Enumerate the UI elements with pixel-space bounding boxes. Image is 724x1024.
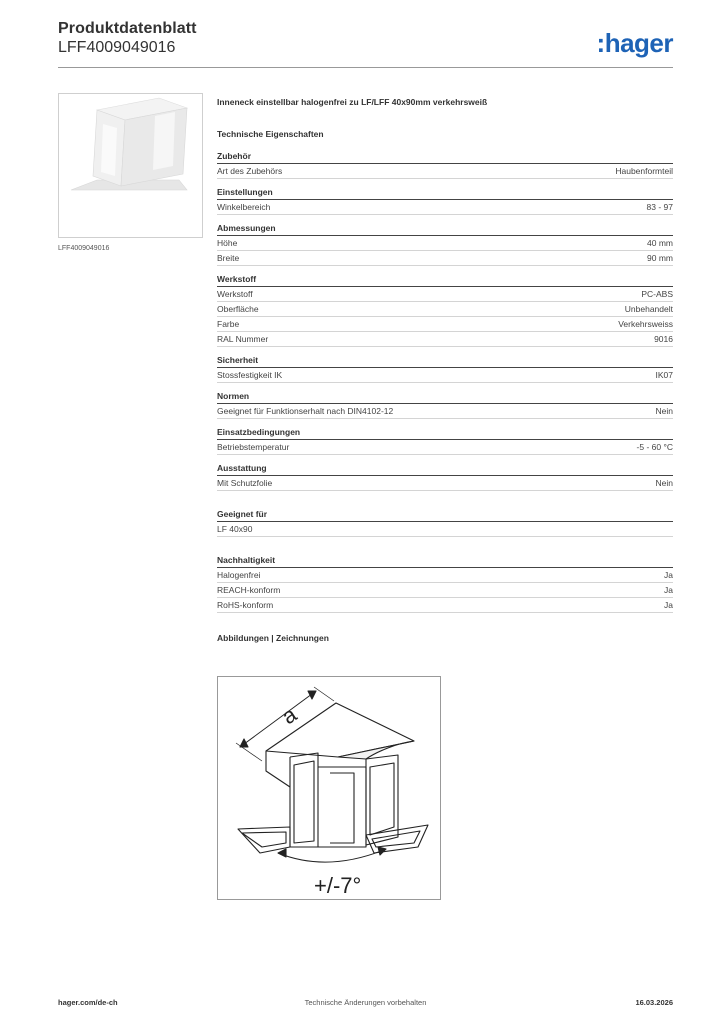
table-row — [217, 164, 673, 179]
page-header — [58, 20, 673, 57]
row-label: Breite — [217, 253, 240, 263]
section-title: Abmessungen — [217, 223, 673, 236]
row-label: Art des Zubehörs — [217, 166, 283, 176]
main-content — [217, 97, 673, 643]
table-row — [217, 568, 673, 583]
section-nachhaltigkeit — [217, 555, 673, 613]
row-value: IK07 — [655, 370, 673, 380]
row-value: 90 mm — [647, 253, 673, 263]
row-label: RoHS-konform — [217, 600, 274, 610]
row-value: Ja — [664, 600, 673, 610]
table-row — [217, 200, 673, 215]
figures-heading: Abbildungen | Zeichnungen — [217, 633, 329, 643]
hager-logo: :hager — [596, 28, 673, 58]
row-value: 9016 — [654, 334, 673, 344]
row-value: Nein — [655, 478, 673, 488]
row-label: LF 40x90 — [217, 524, 253, 534]
table-row — [217, 317, 673, 332]
footer-notice: Technische Änderungen vorbehalten — [304, 998, 427, 1007]
product-title: Inneneck einstellbar halogenfrei zu LF/LFF 40x90mm verkehrsweiß — [217, 97, 488, 107]
row-value: Nein — [655, 406, 673, 416]
row-label: Mit Schutzfolie — [217, 478, 273, 488]
section-ausstattung — [217, 463, 673, 491]
row-label: Halogenfrei — [217, 570, 261, 580]
table-row — [217, 476, 673, 491]
section-zubehoer — [217, 151, 673, 179]
row-value: 83 - 97 — [646, 202, 673, 212]
section-einsatzbedingungen — [217, 427, 673, 455]
row-value: Haubenformteil — [615, 166, 673, 176]
section-werkstoff — [217, 274, 673, 347]
section-title: Ausstattung — [217, 463, 673, 476]
technical-properties-heading: Technische Eigenschaften — [217, 129, 324, 139]
table-row — [217, 404, 673, 419]
table-row — [217, 440, 673, 455]
article-number: LFF4009049016 — [58, 39, 176, 56]
table-row — [217, 368, 673, 383]
section-sicherheit — [217, 355, 673, 383]
row-value: PC-ABS — [641, 289, 673, 299]
row-label: Höhe — [217, 238, 238, 248]
section-normen — [217, 391, 673, 419]
header-divider — [58, 67, 673, 68]
table-row — [217, 522, 673, 537]
section-geeignet-fuer — [217, 509, 673, 537]
row-value: Ja — [664, 585, 673, 595]
table-row — [217, 251, 673, 266]
row-value: Ja — [664, 570, 673, 580]
row-value: Unbehandelt — [624, 304, 673, 314]
section-title: Geeignet für — [217, 509, 673, 522]
row-label: Werkstoff — [217, 289, 253, 299]
table-row — [217, 598, 673, 613]
row-label: Betriebstemperatur — [217, 442, 290, 452]
table-row — [217, 236, 673, 251]
angle-label: +/-7° — [314, 873, 362, 898]
footer-website[interactable]: hager.com/de-ch — [58, 998, 118, 1007]
section-title: Zubehör — [217, 151, 673, 164]
row-label: Stossfestigkeit IK — [217, 370, 283, 380]
table-row — [217, 287, 673, 302]
row-label: Farbe — [217, 319, 240, 329]
row-label: Geeignet für Funktionserhalt nach DIN4102-12 — [217, 406, 394, 416]
row-label: RAL Nummer — [217, 334, 269, 344]
dimension-label: a — [277, 701, 301, 730]
image-caption: LFF4009049016 — [58, 245, 110, 252]
footer-date: 16.03.2026 — [635, 998, 673, 1007]
section-title: Werkstoff — [217, 274, 673, 287]
table-row — [217, 332, 673, 347]
row-value: -5 - 60 °C — [636, 442, 673, 452]
section-title: Normen — [217, 391, 673, 404]
section-abmessungen — [217, 223, 673, 266]
row-value: Verkehrsweiss — [618, 319, 673, 329]
section-title: Einsatzbedingungen — [217, 427, 673, 440]
section-title: Sicherheit — [217, 355, 673, 368]
section-einstellungen — [217, 187, 673, 215]
product-image — [58, 93, 203, 238]
document-title: Produktdatenblatt — [58, 20, 197, 37]
row-label: REACH-konform — [217, 585, 281, 595]
row-value: 40 mm — [647, 238, 673, 248]
section-title: Nachhaltigkeit — [217, 555, 673, 568]
table-row — [217, 302, 673, 317]
technical-drawing — [217, 676, 441, 900]
section-title: Einstellungen — [217, 187, 673, 200]
row-label: Oberfläche — [217, 304, 259, 314]
row-label: Winkelbereich — [217, 202, 271, 212]
table-row — [217, 583, 673, 598]
